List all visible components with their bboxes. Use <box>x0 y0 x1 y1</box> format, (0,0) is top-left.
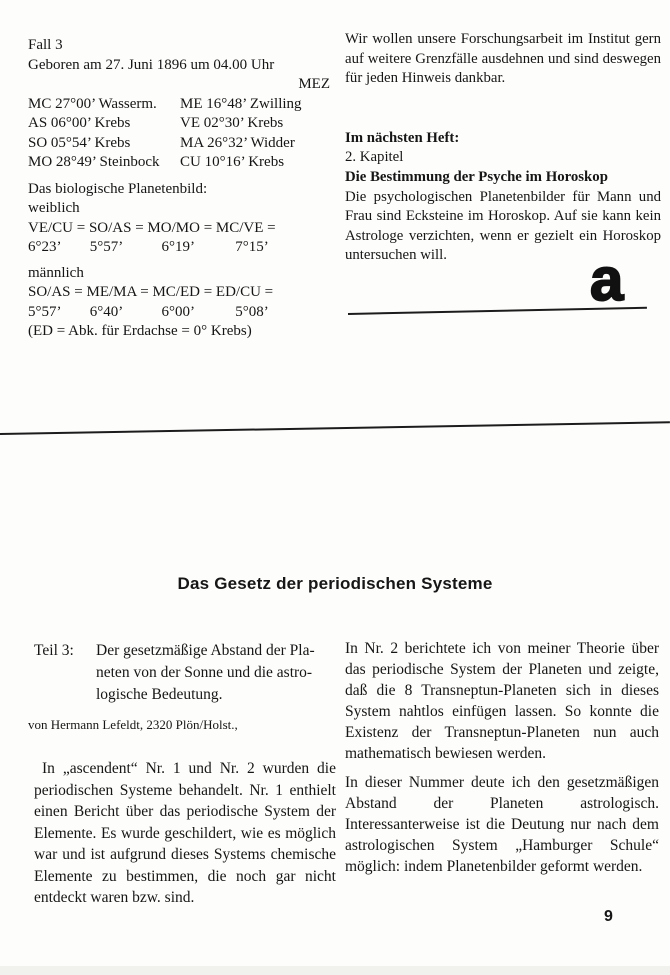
chapter-label: 2. Kapitel <box>345 149 404 166</box>
planet-position-cell: CU 10°16’ Krebs <box>180 154 285 170</box>
male-label: männlich <box>28 264 84 281</box>
female-label: weiblich <box>28 200 80 216</box>
part-subtitle-line: Der gesetzmäßige Abstand der Pla- <box>96 642 315 659</box>
planet-position-row <box>28 134 336 154</box>
next-issue-label: Im nächsten Heft: <box>345 129 460 146</box>
author-byline: von Hermann Lefeldt, 2320 Plön/Holst., <box>28 717 238 732</box>
female-values <box>28 238 336 258</box>
page-number: 9 <box>604 908 613 925</box>
next-issue-teaser: Die psychologischen Planetenbilder für Mann und Frau sind Ecksteine im Horoskop. Auf sie kann kein Astrologe verzichten, wenn er gezielt ein Horoskop untersuchen will. <box>345 188 661 264</box>
publisher-a-logo: a <box>590 246 624 313</box>
female-formula: VE/CU = SO/AS = MO/MO = MC/VE = <box>28 219 276 236</box>
ed-abbreviation-note: (ED = Abk. für Erdachse = 0° Krebs) <box>28 323 252 339</box>
article-right-column <box>345 638 659 877</box>
value: 6°00’ <box>161 303 195 320</box>
value: 6°23’ <box>28 239 62 255</box>
article-paragraph: In Nr. 2 berichtete ich von meiner Theorie über das periodische System der Planeten und zeigte, daß die 8 Transneptun-Planeten sich in dieses System nahtlos einfügen lassen. So konnte die Existenz der Transneptun-Planeten nun auch mathematisch bewiesen werden. <box>345 640 659 762</box>
biological-planet-picture <box>28 180 336 342</box>
planet-position-row <box>28 95 336 115</box>
timezone-label: MEZ <box>298 76 330 92</box>
next-issue-block <box>345 129 661 188</box>
planet-position-row <box>28 114 336 134</box>
article-paragraph: In dieser Nummer deute ich den gesetzmäßigen Abstand der Planeten astrologisch. Interessanterweise ist die Deutung nur nach dem astrologischen System „Hamburger Schule“ möglich: indem Planetenbilder geformt werden. <box>345 774 659 875</box>
planet-position-cell: ME 16°48’ Zwilling <box>180 95 302 112</box>
male-formula: SO/AS = ME/MA = MC/ED = ED/CU = <box>28 284 274 300</box>
part-label: Teil 3: <box>34 642 74 659</box>
research-note-paragraph: Wir wollen unsere Forschungsarbeit im Institut gern auf weitere Grenzfälle ausdehnen und sind deswegen für jeden Hinweis dankbar. <box>345 31 661 87</box>
chapter-title: Die Bestimmung der Psyche im Horoskop <box>345 168 608 185</box>
editorial-column <box>345 30 661 266</box>
planet-position-cell: MO 28°49’ Steinbock <box>28 154 160 170</box>
case-title: Fall 3 <box>28 37 63 53</box>
scan-edge-artifact <box>0 966 670 975</box>
value: 7°15’ <box>235 239 269 255</box>
male-values <box>28 303 336 323</box>
planet-position-cell: AS 06°00’ Krebs <box>28 115 131 131</box>
planet-position-cell: SO 05°54’ Krebs <box>28 134 131 151</box>
article-title: Das Gesetz der periodischen Systeme <box>177 574 493 593</box>
planet-position-row <box>28 153 336 173</box>
value: 6°40’ <box>89 303 124 320</box>
planet-position-cell: MC 27°00’ Wasserm. <box>28 95 157 112</box>
planet-position-cell: MA 26°32’ Widder <box>180 134 295 151</box>
birth-line: Geboren am 27. Juni 1896 um 04.00 Uhr <box>28 56 275 73</box>
value: 6°19’ <box>161 239 195 255</box>
article-left-column <box>28 640 336 909</box>
article-paragraph: In „ascendent“ Nr. 1 und Nr. 2 wurden die periodischen Systeme behandelt. Nr. 1 enthielt einen Bericht über das periodische System der Elemente. Es wurde geschildert, wie es möglich war und ist aufgrund dieses Systems chemische Elemente zu bestimmen, die noch gar nicht entdeckt waren bzw. sind. <box>34 760 336 906</box>
part-subtitle-line: logische Bedeutung. <box>96 686 223 703</box>
part-subtitle <box>96 640 315 706</box>
part-heading <box>28 640 336 706</box>
full-width-divider <box>0 421 670 435</box>
case-data-block <box>28 36 336 342</box>
value: 5°57’ <box>28 303 62 320</box>
value: 5°08’ <box>235 303 269 320</box>
part-subtitle-line: neten von der Sonne und die astro- <box>96 664 313 681</box>
planet-position-cell: VE 02°30’ Krebs <box>180 115 284 131</box>
bio-heading: Das biologische Planetenbild: <box>28 180 208 197</box>
value: 5°57’ <box>89 239 124 255</box>
